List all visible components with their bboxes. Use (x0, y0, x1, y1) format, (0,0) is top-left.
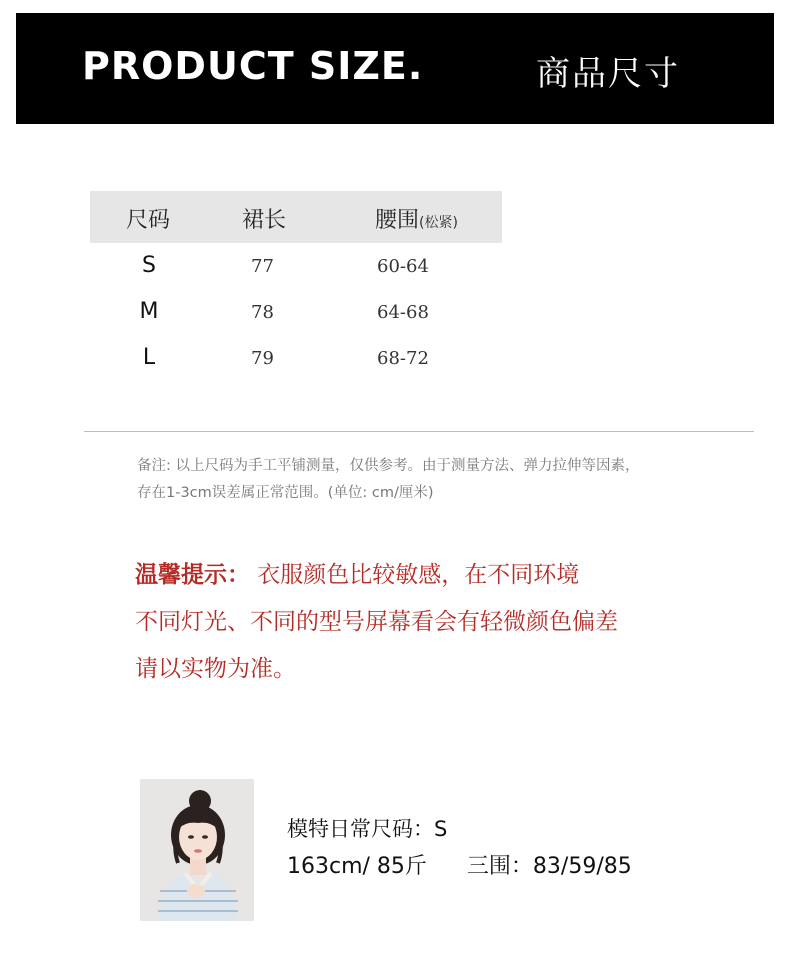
model-photo (140, 779, 254, 921)
note-line-1: 备注: 以上尺码为手工平铺测量，仅供参考。由于测量方法、弹力拉伸等因素， (137, 458, 640, 474)
table-row (90, 289, 502, 335)
model-measurements: 三围：83/59/85 (466, 854, 632, 879)
header-size: 尺码 (126, 208, 171, 233)
row-size: M (139, 299, 159, 324)
size-table (90, 191, 502, 381)
model-stats (287, 849, 632, 885)
header-waist-label: 腰围 (375, 208, 420, 233)
model-daily-size: 模特日常尺码：S (287, 817, 448, 841)
header-waist-note: (松紧) (419, 215, 458, 231)
divider (84, 431, 754, 432)
model-info (287, 813, 632, 885)
table-header (90, 191, 502, 243)
title-cn: 商品尺寸 (536, 54, 680, 94)
row-size: S (142, 253, 156, 278)
table-row (90, 243, 502, 289)
tip-line-3: 请以实物为准。 (135, 656, 296, 682)
header-waist (375, 203, 458, 234)
header-banner (16, 13, 774, 124)
row-size: L (142, 345, 156, 370)
tip-heading: 温馨提示： (135, 562, 250, 588)
tip-line-1-text: 衣服颜色比较敏感，在不同环境 (250, 562, 580, 588)
row-length: 77 (251, 256, 274, 277)
row-waist: 60-64 (377, 256, 429, 277)
tip-line-2: 不同灯光、不同的型号屏幕看会有轻微颜色偏差 (135, 609, 618, 635)
color-tip (135, 552, 618, 693)
table-row (90, 335, 502, 381)
tip-line-1 (135, 552, 618, 599)
row-waist: 64-68 (377, 302, 429, 323)
row-length: 79 (251, 348, 274, 369)
header-length: 裙长 (242, 208, 287, 233)
model-height-weight: 163cm/ 85斤 (287, 854, 427, 879)
model-portrait-icon (140, 779, 254, 921)
note-line-2: 存在1-3cm误差属正常范围。(单位: cm/厘米) (137, 485, 434, 501)
row-length: 78 (251, 302, 274, 323)
title-en: PRODUCT SIZE. (82, 44, 424, 88)
row-waist: 68-72 (377, 348, 429, 369)
measurement-note (137, 453, 737, 507)
